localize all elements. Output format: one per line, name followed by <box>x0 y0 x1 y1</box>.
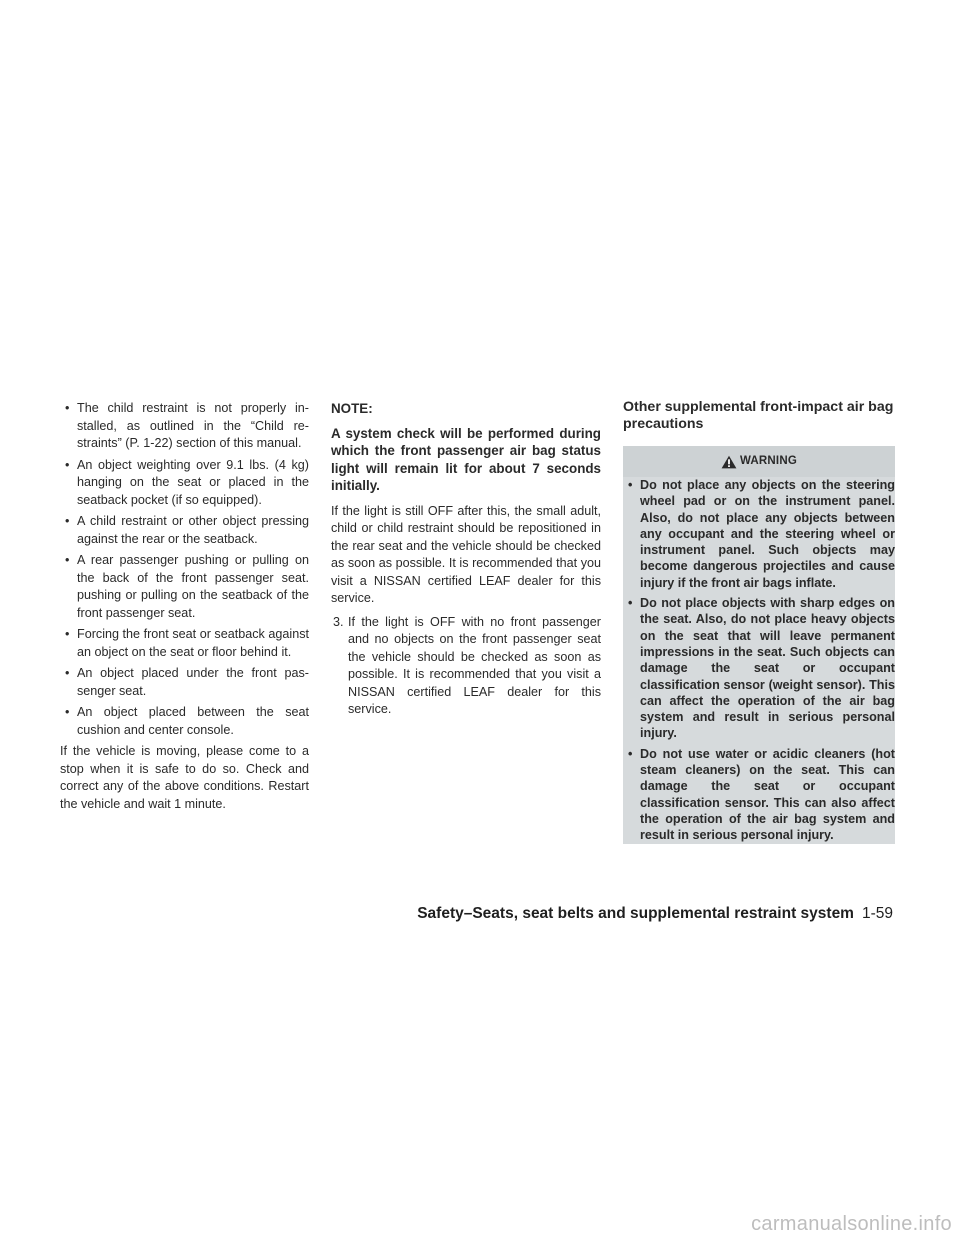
body-paragraph: If the vehicle is moving, please come to a stop when it is safe to do so. Check and correct any of the above conditions. Restart the vehicle and wait 1 minute. <box>60 744 309 811</box>
list-item: • An object placed under the front passenger seat. <box>65 666 309 698</box>
list-item: • A child restraint or other object pressing against the rear or the seatback. <box>65 514 309 546</box>
list-item: • An object weighting over 9.1 lbs. (4 kg) hanging on the seat or placed in the seatback pocket (if so equipped). <box>65 457 309 507</box>
condition-list <box>60 400 309 739</box>
list-item: • An object placed between the seat cushion and center console. <box>65 705 309 737</box>
footer-title: Safety–Seats, seat belts and supplemental restraint system <box>417 905 854 922</box>
list-item: • Do not place any objects on the steering wheel pad or on the instrument panel. Also, do not place any objects between any occupant and the steering wheel or instrument panel. Such objects may become dangerous projectiles and cause injury if the front air bags inflate. <box>628 478 895 590</box>
step-text: If the light is OFF with no front passenger and no objects on the front passenger seat the vehicle should be checked as soon as possible. It is recommended that you visit a NISSAN certified LEAF dealer for this service. <box>348 614 601 716</box>
column-left <box>60 400 309 819</box>
page-footer <box>417 905 893 923</box>
list-item: • Do not place objects with sharp edges on the seat. Also, do not place heavy objects on the seat that will leave permanent impressions in the seat. Such objects can damage the seat or occupant classification sensor (weight sensor). This can affect the operation of the air bag system and result in serious personal injury. <box>628 596 895 741</box>
note-heading: NOTE: <box>331 401 373 416</box>
list-item: • The child restraint is not properly installed, as outlined in the “Child restraints” (P. 1-22) section of this manual. <box>65 401 309 450</box>
step-number: 3. <box>333 614 344 629</box>
body-paragraph: If the light is still OFF after this, the small adult, child or child restraint should be repositioned in the rear seat and the vehicle should be checked as soon as possible. It is recommended that you visit a NISSAN certified LEAF dealer for this service. <box>331 503 601 605</box>
watermark: carmanualsonline.info <box>751 1213 952 1235</box>
list-item: • Do not use water or acidic cleaners (hot steam cleaners) on the seat. This can damage the seat or occupant classification sensor. This can also affect the operation of the air bag system and result in serious personal injury. <box>628 746 895 843</box>
warning-header <box>623 446 895 477</box>
column-middle <box>331 400 601 719</box>
page-number: 1-59 <box>861 905 893 922</box>
section-heading: Other supplemental front-impact air bag precautions <box>623 399 894 432</box>
list-item: • Forcing the front seat or seatback against an object on the seat or floor behind it. <box>65 627 309 659</box>
list-item: • A rear passenger pushing or pulling on the back of the front passenger seat. pushing or pulling on the seatback of the front passenger seat. <box>65 553 309 620</box>
note-bold-text: A system check will be performed during which the front passenger air bag status light will remain lit for about 7 seconds initially. <box>331 425 601 493</box>
warning-list <box>623 477 895 844</box>
step-list <box>331 614 601 719</box>
warning-icon <box>721 455 737 469</box>
list-item <box>331 614 601 719</box>
warning-box <box>623 446 895 844</box>
warning-label: WARNING <box>740 454 797 467</box>
column-right <box>623 400 895 844</box>
